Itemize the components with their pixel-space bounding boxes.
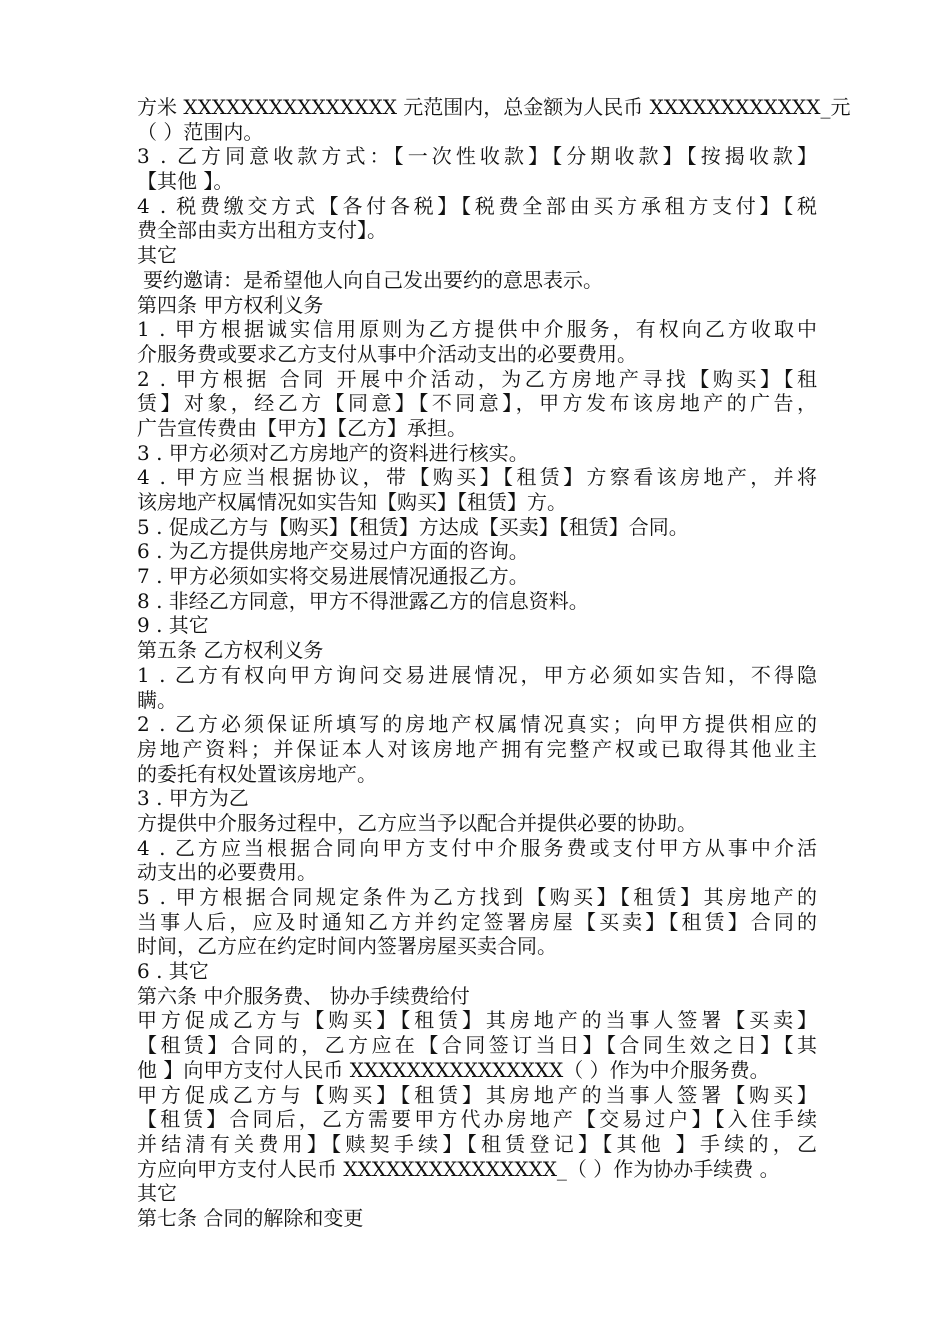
text-line: 方米 XXXXXXXXXXXXXXX 元范围内，总金额为人民币 XXXXXXXXXXXX_元	[137, 95, 851, 119]
text-line: 瞒。	[137, 687, 177, 712]
text-line: 6 . 为乙方提供房地产交易过户方面的咨询。	[137, 539, 529, 564]
text-line: 【租赁】合同的，乙方应在【合同签订当日】【合同生效之日】【其	[137, 1033, 817, 1058]
text-line: 4 . 税费缴交方式【各付各税】【税费全部由买方承租方支付】【税	[137, 193, 817, 218]
text-line: 3 . 甲方必须对乙方房地产的资料进行核实。	[137, 440, 529, 465]
text-line: 方提供中介服务过程中，乙方应当予以配合并提供必要的协助。	[137, 810, 697, 835]
text-line: 【其他 】。	[137, 169, 234, 194]
text-line: 方应向甲方支付人民币 XXXXXXXXXXXXXXX_（ ）作为协办手续费 。	[137, 1156, 780, 1181]
text-line: 5 . 甲方根据合同规定条件为乙方找到【购买】【租赁】其房地产的	[137, 885, 817, 909]
document-body	[137, 95, 851, 1231]
text-line: （ ）范围内。	[137, 119, 264, 144]
text-line: 的委托有权处置该房地产。	[137, 761, 377, 786]
text-line: 房地产资料；并保证本人对该房地产拥有完整产权或已取得其他业主	[137, 736, 817, 761]
text-line: 1 . 甲方根据诚实信用原则为乙方提供中介服务，有权向乙方收取中	[137, 317, 817, 342]
text-line: 他 】向甲方支付人民币 XXXXXXXXXXXXXXX（ ）作为中介服务费。	[137, 1057, 770, 1082]
text-line: 甲方促成乙方与【购买】【租赁】其房地产的当事人签署【买卖】	[137, 1008, 817, 1033]
text-line: 动支出的必要费用。	[137, 860, 317, 885]
text-line: 第四条 甲方权利义务	[137, 292, 324, 317]
text-line: 第五条 乙方权利义务	[137, 638, 324, 663]
text-line: 其它	[137, 243, 177, 268]
text-line: 2 . 乙方必须保证所填写的房地产权属情况真实；向甲方提供相应的	[137, 712, 817, 737]
text-line: 广告宣传费由【甲方】【乙方】承担。	[137, 415, 467, 440]
text-line: 【租赁】合同后，乙方需要甲方代办房地产【交易过户】【入住手续	[137, 1107, 817, 1132]
text-line: 其它	[137, 1181, 177, 1206]
text-line: 3 . 甲方为乙	[137, 786, 249, 811]
text-line: 介服务费或要求乙方支付从事中介活动支出的必要费用。	[137, 341, 637, 366]
text-line: 8 . 非经乙方同意，甲方不得泄露乙方的信息资料。	[137, 588, 589, 613]
text-line: 第六条 中介服务费、 协办手续费给付	[137, 983, 470, 1008]
text-line: 3 . 乙方同意收款方式：【一次性收款】【分期收款】【按揭收款】	[137, 144, 817, 169]
text-line: 甲方促成乙方与【购买】【租赁】其房地产的当事人签署【购买】	[137, 1082, 817, 1107]
text-line: 该房地产权属情况如实告知【购买】【租赁】方。	[137, 490, 567, 514]
text-line: 当事人后，应及时通知乙方并约定签署房屋【买卖】【租赁】合同的	[137, 909, 817, 934]
text-line: 时间，乙方应在约定时间内签署房屋买卖合同。	[137, 934, 557, 959]
text-line: 4 . 甲方应当根据协议，带【购买】【租赁】方察看该房地产，并将	[137, 465, 817, 490]
text-line: 7 . 甲方必须如实将交易进展情况通报乙方。	[137, 564, 529, 589]
text-line: 费全部由卖方出租方支付】。	[137, 218, 387, 243]
text-line: 并结清有关费用】【赎契手续】【租赁登记】【其他 】手续的，乙	[137, 1131, 817, 1156]
text-line: 赁】对象，经乙方【同意】【不同意】，甲方发布该房地产的广告，	[137, 391, 817, 416]
text-line: 1 . 乙方有权向甲方询问交易进展情况，甲方必须如实告知，不得隐	[137, 662, 817, 687]
text-line: 9 . 其它	[137, 613, 209, 638]
text-line: 要约邀请：是希望他人向自己发出要约的意思表示。	[143, 267, 603, 292]
text-line: 6 . 其它	[137, 959, 209, 984]
text-line: 2 . 甲方根据 合同 开展中介活动，为乙方房地产寻找【购买】【租	[137, 366, 817, 391]
text-line: 5 . 促成乙方与【购买】【租赁】方达成【买卖】【租赁】合同。	[137, 514, 689, 539]
text-line: 4 . 乙方应当根据合同向甲方支付中介服务费或支付甲方从事中介活	[137, 835, 817, 860]
text-line: 第七条 合同的解除和变更	[137, 1205, 364, 1230]
